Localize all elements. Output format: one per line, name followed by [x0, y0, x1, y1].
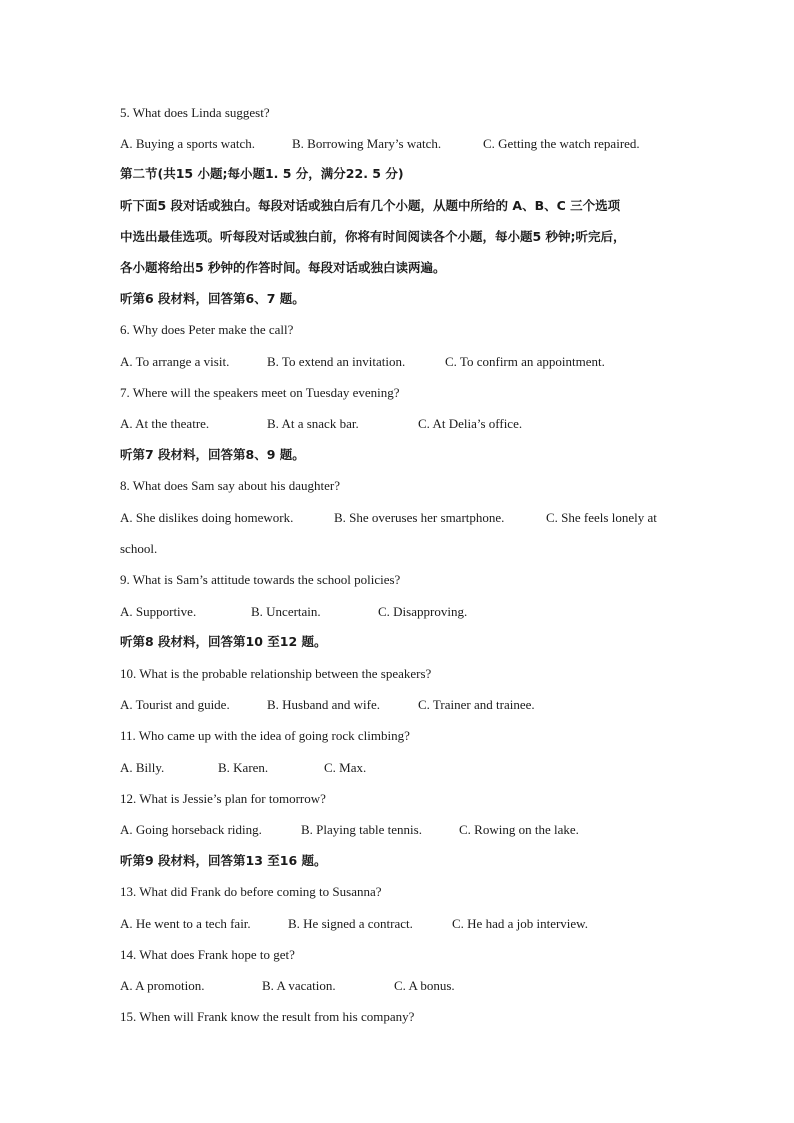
option-c: C. He had a job interview. — [452, 916, 588, 931]
question-10: 10. What is the probable relationship between the speakers? — [120, 666, 432, 681]
instructions-line-3: 各小题将给出5 秒钟的作答时间。每段对话或独白读两遍。 — [120, 260, 446, 275]
option-a: A. Buying a sports watch. — [120, 136, 256, 151]
group-heading: 听第6 段材料，回答第6、7 题。 — [120, 291, 305, 306]
option-b: B. Playing table tennis. — [301, 822, 422, 837]
option-a: A. Supportive. — [120, 604, 197, 619]
option-c: C. Getting the watch repaired. — [483, 136, 640, 151]
option-c: C. Trainer and trainee. — [418, 697, 535, 712]
question-9: 9. What is Sam’s attitude towards the school policies? — [120, 572, 401, 587]
option-c: C. She feels lonely at — [546, 510, 657, 525]
option-a: A. A promotion. — [120, 978, 205, 993]
option-b: B. Karen. — [218, 760, 269, 775]
option-a: A. Going horseback riding. — [120, 822, 262, 837]
question-15: 15. When will Frank know the result from his company? — [120, 1009, 415, 1024]
question-8-options — [120, 510, 657, 526]
option-c-continuation: school. — [120, 541, 158, 556]
question-10-options — [120, 697, 535, 713]
option-a: A. She dislikes doing homework. — [120, 510, 294, 525]
question-12-options — [120, 822, 579, 838]
question-5-options — [120, 136, 640, 152]
option-c: C. At Delia’s office. — [418, 416, 523, 431]
option-b: B. A vacation. — [262, 978, 336, 993]
group-heading: 听第9 段材料，回答第13 至16 题。 — [120, 853, 327, 868]
question-11-options — [120, 760, 366, 776]
question-9-options — [120, 604, 467, 620]
option-a: A. He went to a tech fair. — [120, 916, 251, 931]
option-a: A. Tourist and guide. — [120, 697, 230, 712]
question-5: 5. What does Linda suggest? — [120, 105, 270, 120]
option-c: C. A bonus. — [394, 978, 455, 993]
question-8: 8. What does Sam say about his daughter? — [120, 478, 340, 493]
option-c: C. Max. — [324, 760, 367, 775]
option-b: B. To extend an invitation. — [267, 354, 406, 369]
option-b: B. Uncertain. — [251, 604, 321, 619]
option-b: B. She overuses her smartphone. — [334, 510, 505, 525]
option-b: B. Husband and wife. — [267, 697, 381, 712]
instructions-line-2: 中选出最佳选项。听每段对话或独白前，你将有时间阅读各个小题，每小题5 秒钟;听完后， — [120, 229, 626, 244]
question-6-options — [120, 354, 605, 370]
question-7-options — [120, 416, 522, 432]
option-b: B. He signed a contract. — [288, 916, 413, 931]
question-12: 12. What is Jessie’s plan for tomorrow? — [120, 791, 326, 806]
question-13-options — [120, 916, 588, 932]
question-14: 14. What does Frank hope to get? — [120, 947, 295, 962]
question-6: 6. Why does Peter make the call? — [120, 322, 294, 337]
group-heading: 听第7 段材料，回答第8、9 题。 — [120, 447, 305, 462]
option-c: C. Rowing on the lake. — [459, 822, 579, 837]
option-a: A. To arrange a visit. — [120, 354, 230, 369]
option-a: A. Billy. — [120, 760, 165, 775]
option-c: C. To confirm an appointment. — [445, 354, 605, 369]
option-c: C. Disapproving. — [378, 604, 468, 619]
instructions-line-1: 听下面5 段对话或独白。每段对话或独白后有几个小题，从题中所给的 A、B、C 三个选项 — [120, 198, 621, 213]
question-7: 7. Where will the speakers meet on Tuesday evening? — [120, 385, 400, 400]
question-14-options — [120, 978, 455, 994]
section-heading: 第二节(共15 小题;每小题1. 5 分，满分22. 5 分) — [120, 166, 404, 181]
option-b: B. Borrowing Mary’s watch. — [292, 136, 442, 151]
option-b: B. At a snack bar. — [267, 416, 359, 431]
group-heading: 听第8 段材料，回答第10 至12 题。 — [120, 634, 327, 649]
question-13: 13. What did Frank do before coming to Susanna? — [120, 884, 382, 899]
option-a: A. At the theatre. — [120, 416, 210, 431]
question-11: 11. Who came up with the idea of going rock climbing? — [120, 728, 410, 743]
